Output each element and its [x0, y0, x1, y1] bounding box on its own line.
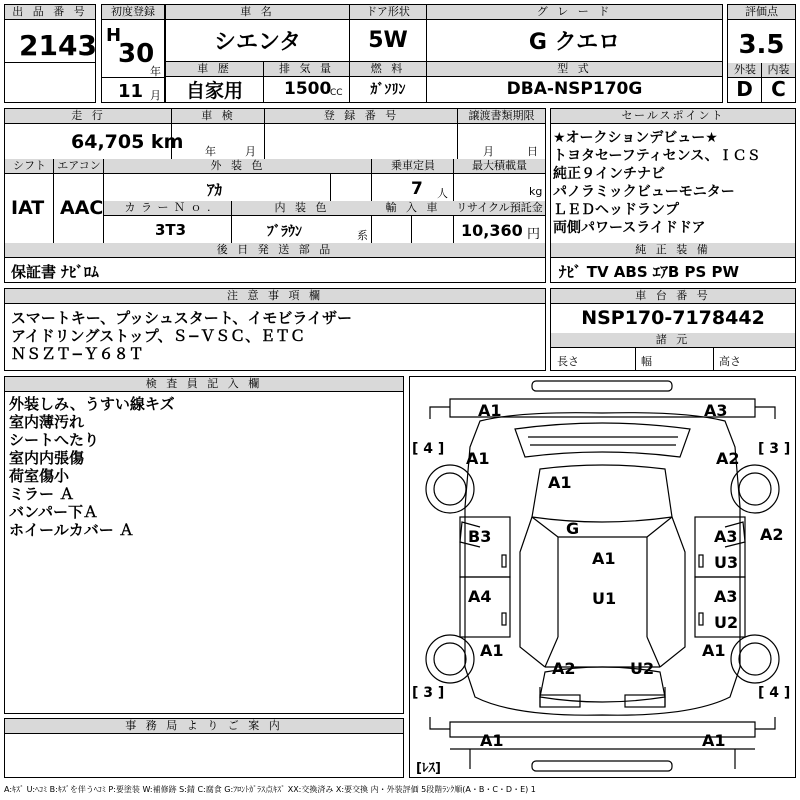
- inspector-line: 室内薄汚れ: [9, 413, 85, 431]
- office-box: [4, 718, 404, 778]
- transfer-month-unit: 月: [483, 145, 494, 158]
- first-reg-label: 初度登録: [102, 5, 164, 20]
- colorno-label: カ ラ ー Ｎ ｏ .: [104, 201, 232, 216]
- interior-grade: C: [771, 77, 786, 101]
- later-parts: 保証書 ﾅﾋﾞﾛﾑ: [11, 263, 99, 281]
- inspection-label: 車 検: [172, 109, 265, 124]
- sales-point: トヨタセーフティセンス、ＩＣＳ: [553, 148, 761, 164]
- car-outline-diagram: [410, 377, 795, 777]
- damage-mark: A1: [480, 731, 504, 750]
- door-label: ドア形状: [350, 5, 426, 20]
- model-label: 型 式: [427, 62, 722, 77]
- damage-mark: A3: [714, 527, 738, 546]
- damage-mark: A3: [714, 587, 738, 606]
- sales-point: ★オークションデビュー★: [553, 130, 718, 146]
- damage-mark: A1: [548, 473, 572, 492]
- corner-label-rear-right: [ 4 ]: [758, 685, 791, 701]
- load-label: 最大積載量: [454, 159, 545, 174]
- damage-mark: A2: [760, 525, 784, 544]
- chassis-label: 車 台 番 号: [551, 289, 795, 304]
- inspector-label: 検 査 員 記 入 欄: [5, 377, 403, 392]
- fuel-box: [349, 61, 427, 103]
- score-box: [727, 4, 796, 103]
- mileage: 64,705 km: [71, 131, 184, 153]
- displacement-unit: CC: [330, 88, 343, 98]
- lot-box: [4, 4, 96, 103]
- capacity-unit: 人: [437, 187, 448, 200]
- damage-mark: A1: [702, 641, 726, 660]
- exterior-label: 外装: [728, 63, 762, 78]
- model-box: [426, 61, 723, 103]
- sales-point: パノラミックビューモニター: [553, 184, 735, 200]
- equipment: ﾅﾋﾞ TV ABS ｴｱB PS PW: [559, 263, 740, 281]
- lot-number: 2143: [19, 29, 97, 62]
- sales-points: [553, 129, 761, 237]
- mileage-label: 走 行: [5, 109, 172, 124]
- exterior-color: ｱｶ: [207, 181, 223, 199]
- year-unit: 年: [150, 65, 161, 78]
- door-box: [349, 4, 427, 62]
- length-label: 長さ: [557, 355, 579, 368]
- sales-box: [550, 108, 796, 283]
- equip-label: 純 正 装 備: [551, 243, 795, 258]
- reg-month: 11: [118, 81, 144, 102]
- lot-label: 出 品 番 号: [5, 5, 95, 20]
- displacement: 1500: [284, 79, 332, 99]
- car-name-box: [165, 4, 350, 62]
- chassis-number: NSP170-7178442: [581, 307, 765, 329]
- door-type: 5W: [368, 27, 408, 53]
- fuel: ｶﾞｿﾘﾝ: [370, 82, 406, 98]
- damage-mark: U2: [630, 659, 655, 678]
- capacity: 7: [411, 179, 423, 199]
- width-label: 幅: [641, 355, 652, 368]
- grade: G クエロ: [528, 29, 621, 55]
- car-name-label: 車 名: [166, 5, 349, 20]
- sales-point: 純正９インチナビ: [553, 166, 665, 182]
- inspector-line: ホイールカバー Ａ: [9, 521, 134, 539]
- color-number: 3T3: [155, 221, 187, 239]
- import-label: 輸 入 車: [372, 201, 454, 216]
- shift: IAT: [11, 197, 45, 219]
- capacity-label: 乗車定員: [372, 159, 454, 174]
- grade-box: [426, 4, 723, 62]
- note-line: アイドリングストップ、Ｓ−ＶＳＣ、ＥＴＣ: [11, 327, 306, 345]
- damage-mark: U1: [592, 589, 617, 608]
- first-reg-box: [101, 4, 165, 103]
- recycle-unit: 円: [527, 227, 541, 242]
- damage-mark: A3: [704, 401, 728, 420]
- era: H: [106, 25, 122, 46]
- notes-box: [4, 288, 546, 371]
- intcolor-suffix: 系: [357, 229, 368, 242]
- exterior-grade: D: [736, 77, 753, 101]
- corner-label-rear-left: [ 3 ]: [412, 685, 445, 701]
- inspector-line: 荷室傷小: [9, 467, 70, 485]
- inspector-line: 室内内張傷: [9, 449, 85, 467]
- color-label: 外 装 色: [104, 159, 372, 174]
- damage-mark: G: [566, 519, 580, 538]
- damage-mark: A1: [478, 401, 502, 420]
- displacement-box: [263, 61, 350, 103]
- legend-text: A:ｷｽﾞ U:ﾍｺﾐ B:ｷｽﾞを伴うﾍｺﾐ P:要塗装 W:補修跡 S:錆 C:腐食 G:ﾌﾛﾝﾄｶﾞﾗｽ点ｷｽﾞ XX:交換済み X:要交換 内・外装評価 5段階ﾗﾝｸ順(A・B・C・D・E) 1: [4, 785, 536, 794]
- grade-label: グ レ ー ド: [427, 5, 722, 20]
- transfer-label: 譲渡書類期限: [458, 109, 545, 124]
- inspector-line: バンパー下Ａ: [9, 503, 98, 521]
- inspector-line: 外装しみ、うすい線キズ: [9, 395, 175, 413]
- fuel-label: 燃 料: [350, 62, 426, 77]
- history-label: 車 歴: [166, 62, 263, 77]
- load-unit: kg: [529, 185, 543, 198]
- inspector-line: シートへたり: [9, 431, 100, 449]
- damage-mark: A4: [468, 587, 492, 606]
- mid-box: [4, 108, 546, 283]
- month-unit: 月: [150, 89, 161, 102]
- damage-mark: A2: [552, 659, 576, 678]
- office-label: 事 務 局 よ り ご 案 内: [5, 719, 403, 734]
- damage-mark: B3: [468, 527, 492, 546]
- intcolor-label: 内 装 色: [232, 201, 372, 216]
- corner-label-front-right: [ 3 ]: [758, 441, 791, 457]
- car-name: シエンタ: [213, 29, 302, 55]
- regnum-label: 登 録 番 号: [265, 109, 458, 124]
- damage-mark: A1: [592, 549, 616, 568]
- height-label: 高さ: [719, 355, 741, 368]
- inspector-box: [4, 376, 404, 714]
- inspection-year-unit: 年: [205, 145, 216, 158]
- note-line: ＮＳＺＴ−Ｙ６８Ｔ: [11, 345, 144, 363]
- note-line: スマートキー、プッシュスタート、イモビライザー: [11, 309, 352, 327]
- ac-label: エアコン: [54, 159, 104, 174]
- interior-label: 内装: [762, 63, 795, 78]
- sales-point: ＬＥＤヘッドランプ: [553, 202, 679, 218]
- model: DBA-NSP170G: [506, 79, 643, 99]
- damage-mark: A1: [702, 731, 726, 750]
- damage-mark: A2: [716, 449, 740, 468]
- damage-mark: U2: [714, 613, 739, 632]
- notes-label: 注 意 事 項 欄: [5, 289, 545, 304]
- damage-mark: U3: [714, 553, 739, 572]
- damage-mark: A1: [480, 641, 504, 660]
- later-label: 後 日 発 送 部 品: [5, 243, 545, 258]
- inspector-line: ミラー Ａ: [9, 485, 75, 503]
- sales-label: セールスポイント: [551, 109, 795, 124]
- history-box: [165, 61, 264, 103]
- displacement-label: 排 気 量: [264, 62, 349, 77]
- chassis-box: [550, 288, 796, 371]
- shift-label: シフト: [5, 159, 54, 174]
- reg-year: 30: [118, 39, 155, 69]
- interior-color: ﾌﾞﾗｳﾝ: [267, 224, 302, 240]
- damage-mark: A1: [466, 449, 490, 468]
- car-diagram: [409, 376, 796, 778]
- transfer-day-unit: 日: [527, 145, 538, 158]
- recycle-label: リサイクル預託金: [454, 201, 545, 216]
- score-label: 評価点: [728, 5, 795, 20]
- recycle-fee: 10,360: [461, 221, 523, 240]
- sales-point: 両側パワースライドドア: [553, 220, 706, 236]
- ac: AAC: [60, 197, 104, 219]
- history: 自家用: [185, 79, 243, 102]
- spare-tire-label: [ﾚｽ]: [416, 761, 441, 776]
- corner-label-front-left: [ 4 ]: [412, 441, 445, 457]
- score: 3.5: [738, 30, 785, 60]
- inspection-month-unit: 月: [245, 145, 256, 158]
- dims-label: 諸 元: [551, 333, 795, 348]
